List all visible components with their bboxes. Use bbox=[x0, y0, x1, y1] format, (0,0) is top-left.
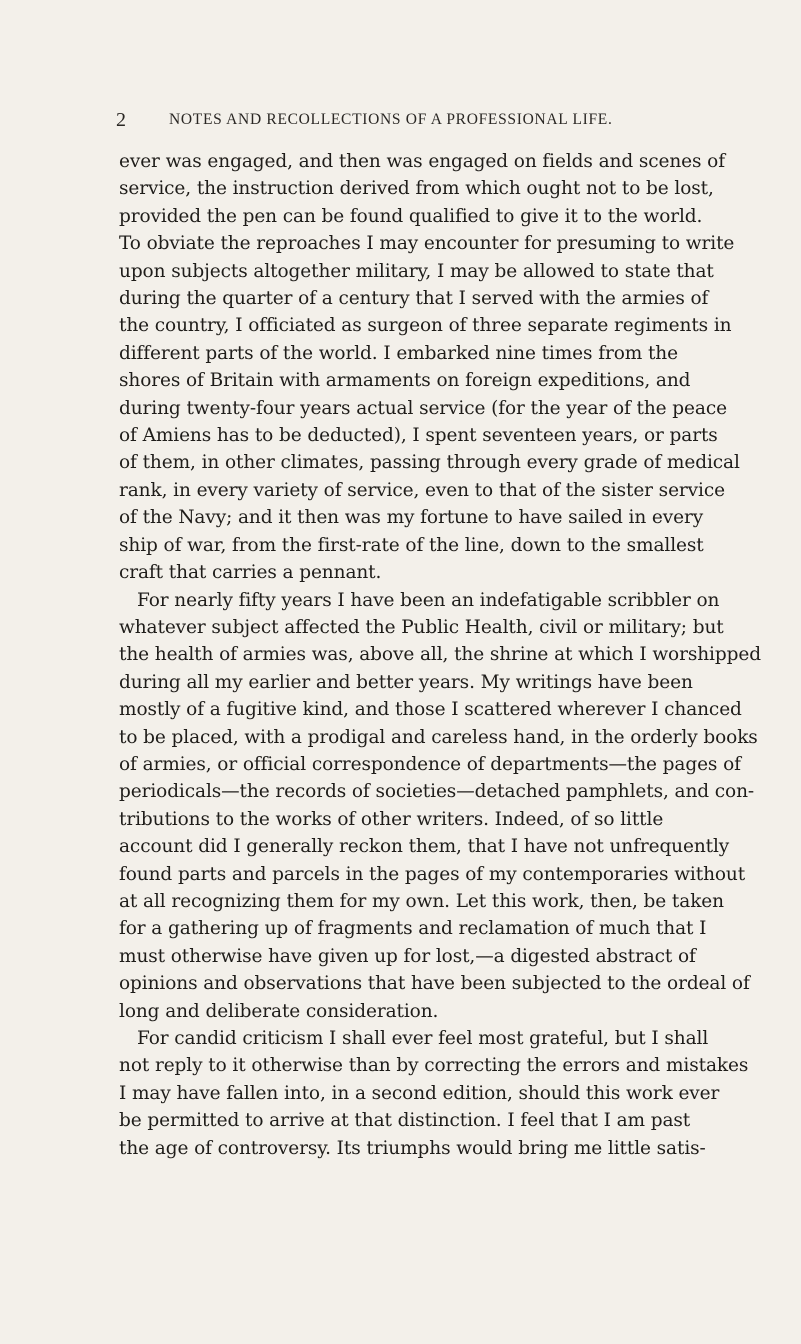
paragraph bbox=[119, 1025, 755, 1162]
text-line: tributions to the works of other writers. Indeed, of so little bbox=[119, 808, 664, 830]
text-line: found parts and parcels in the pages of my contemporaries without bbox=[119, 863, 746, 885]
text-line: long and deliberate consideration. bbox=[119, 1000, 439, 1022]
text-line: ever was engaged, and then was engaged on fields and scenes of bbox=[119, 151, 725, 172]
text-line: the age of controversy. Its triumphs would bring me little satis- bbox=[119, 1137, 706, 1159]
text-line: upon subjects altogether military, I may be allowed to state that bbox=[119, 260, 714, 282]
text-line: different parts of the world. I embarked nine times from the bbox=[119, 342, 678, 364]
text-line: to be placed, with a prodigal and careless hand, in the orderly books bbox=[119, 726, 758, 748]
body-text bbox=[119, 148, 761, 1162]
running-title: NOTES AND RECOLLECTIONS OF A PROFESSIONAL LIFE. bbox=[169, 111, 613, 128]
text-line: periodicals—the records of societies—detached pamphlets, and con- bbox=[119, 781, 755, 803]
text-line: of Amiens has to be deducted), I spent seventeen years, or parts bbox=[119, 425, 718, 447]
text-line: service, the instruction derived from which ought not to be lost, bbox=[119, 178, 714, 200]
text-line: I may have fallen into, in a second edition, should this work ever bbox=[119, 1082, 720, 1104]
text-line: of armies, or official correspondence of departments—the pages of bbox=[119, 753, 741, 775]
text-line: craft that carries a pennant. bbox=[119, 562, 382, 584]
text-line: during all my earlier and better years. My writings have been bbox=[119, 671, 693, 693]
page-number: 2 bbox=[116, 109, 127, 131]
text-line: during twenty-four years actual service (for the year of the peace bbox=[119, 397, 727, 419]
text-line: opinions and observations that have been subjected to the ordeal of bbox=[119, 973, 750, 995]
text-line: rank, in every variety of service, even to that of the sister service bbox=[119, 479, 725, 501]
text-line: shores of Britain with armaments on foreign expeditions, and bbox=[119, 370, 691, 392]
text-line: provided the pen can be found qualified to give it to the world. bbox=[119, 205, 703, 227]
text-line: the health of armies was, above all, the shrine at which I worshipped bbox=[119, 644, 761, 666]
text-line: ship of war, from the first-rate of the line, down to the smallest bbox=[119, 534, 704, 556]
text-line: of them, in other climates, passing through every grade of medical bbox=[119, 452, 740, 474]
text-line: during the quarter of a century that I served with the armies of bbox=[119, 288, 709, 310]
text-line: not reply to it otherwise than by correcting the errors and mistakes bbox=[119, 1055, 749, 1077]
text-line: account did I generally reckon them, that I have not unfrequently bbox=[119, 836, 730, 858]
text-line: For nearly fifty years I have been an indefatigable scribbler on bbox=[137, 589, 720, 611]
text-line: must otherwise have given up for lost,—a digested abstract of bbox=[119, 945, 696, 967]
text-line: the country, I officiated as surgeon of three separate regiments in bbox=[119, 315, 732, 337]
text-line: To obviate the reproaches I may encounter for presuming to write bbox=[119, 233, 735, 255]
text-line: For candid criticism I shall ever feel most grateful, but I shall bbox=[137, 1028, 709, 1049]
text-line: at all recognizing them for my own. Let this work, then, be taken bbox=[119, 890, 724, 912]
text-line: be permitted to arrive at that distinction. I feel that I am past bbox=[119, 1110, 691, 1132]
text-line: mostly of a fugitive kind, and those I scattered wherever I chanced bbox=[119, 699, 742, 721]
running-header bbox=[116, 108, 736, 132]
text-line: of the Navy; and it then was my fortune to have sailed in every bbox=[119, 507, 704, 529]
paragraph bbox=[119, 148, 755, 587]
text-line: for a gathering up of fragments and reclamation of much that I bbox=[119, 918, 707, 940]
text-line: whatever subject affected the Public Health, civil or military; but bbox=[119, 616, 724, 638]
paragraph bbox=[119, 587, 761, 1026]
